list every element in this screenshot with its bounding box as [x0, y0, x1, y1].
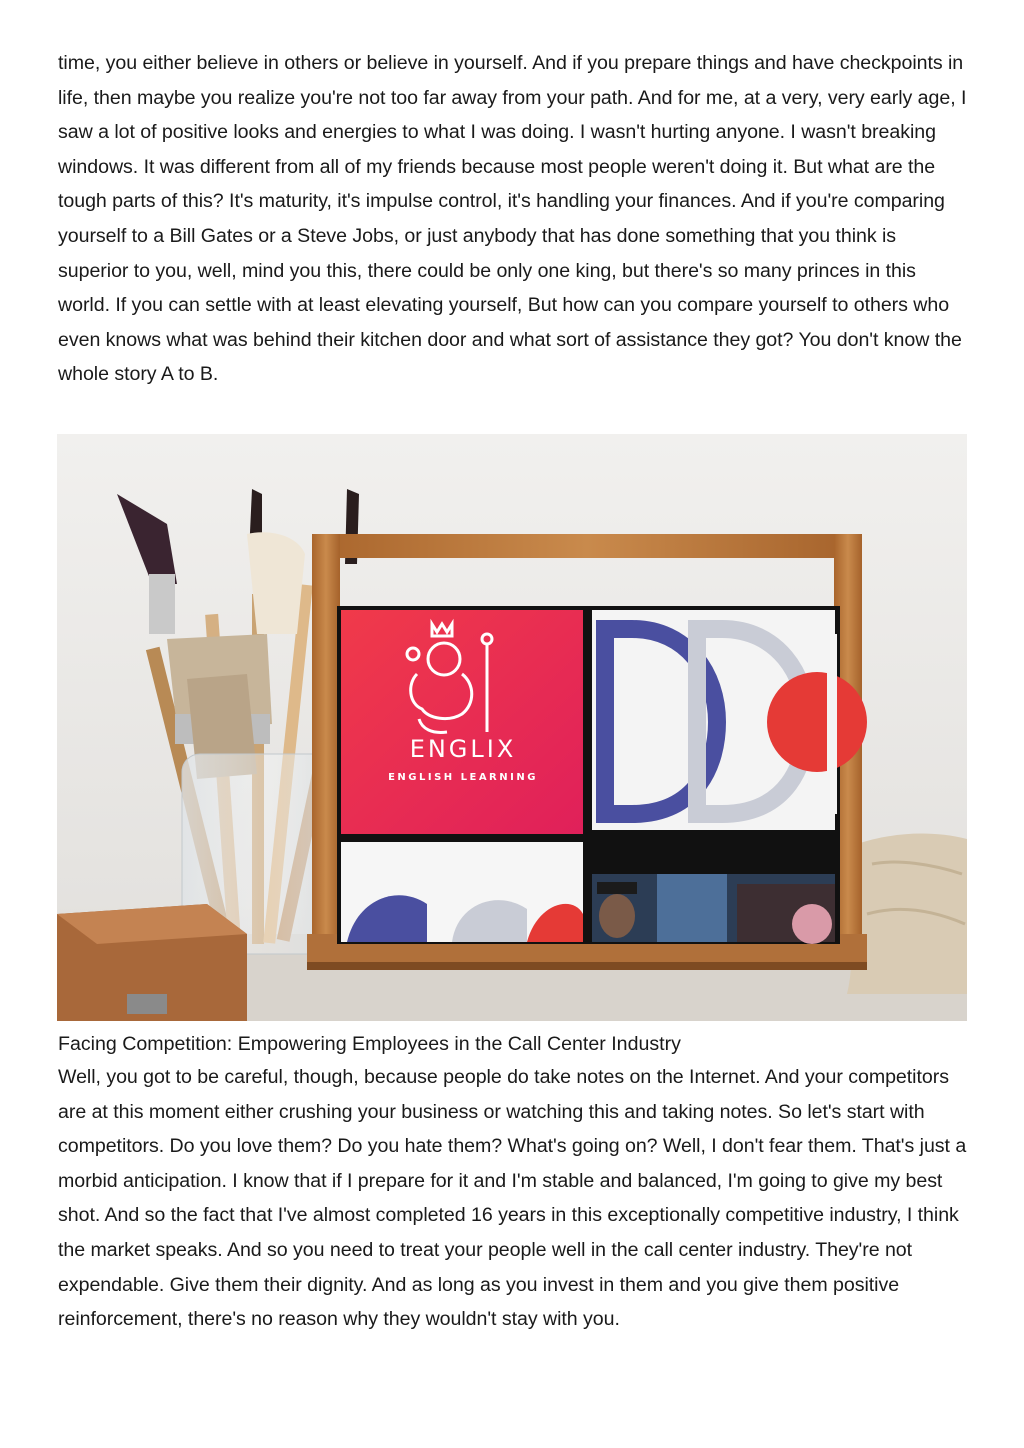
- article-photo: [57, 434, 967, 1021]
- body-paragraph-1: time, you either believe in others or believe in yourself. And if you prepare things and have checkpoints in life, then maybe you realize you're not too far away from your path. And for me, at a very, very early age, I saw a lot of positive looks and energies to what I was doing. I wasn't hurting anyone. I wasn't breaking windows. It was different from all of my friends because most people weren't doing it. But what are the tough parts of this? It's maturity, it's impulse control, it's handling your finances. And if you're comparing yourself to a Bill Gates or a Steve Jobs, or just anybody that has done something that you think is superior to you, well, mind you this, there could be only one king, but there's so many princes in this world. If you can settle with at least elevating yourself, But how can you compare yourself to others who even knows what was behind their kitchen door and what sort of assistance they got? You don't know the whole story A to B.: [58, 52, 967, 386]
- section-heading: Facing Competition: Empowering Employees in the Call Center Industry: [58, 1033, 681, 1055]
- body-paragraph-2: Well, you got to be careful, though, because people do take notes on the Internet. And your competitors are at this moment either crushing your business or watching this and taking notes. So let's start with competitors. Do you love them? Do you hate them? What's going on? Well, I don't fear them. That's just a morbid anticipation. I know that if I prepare for it and I'm stable and balanced, I'm going to give my best shot. And so the fact that I've almost completed 16 years in this exceptionally competitive industry, I think the market speaks. And so you need to treat your people well in the call center industry. They're not expendable. Give them their dignity. And as long as you invest in them and you give them positive reinforcement, there's no reason why they wouldn't stay with you.: [58, 1066, 967, 1331]
- logo-tagline: ENGLISH LEARNING: [388, 772, 538, 783]
- canvas-print: [337, 606, 867, 944]
- logo-wordmark: ENGLIX: [409, 735, 517, 763]
- wooden-box: [57, 904, 247, 1021]
- englix-logo-panel: [341, 610, 583, 834]
